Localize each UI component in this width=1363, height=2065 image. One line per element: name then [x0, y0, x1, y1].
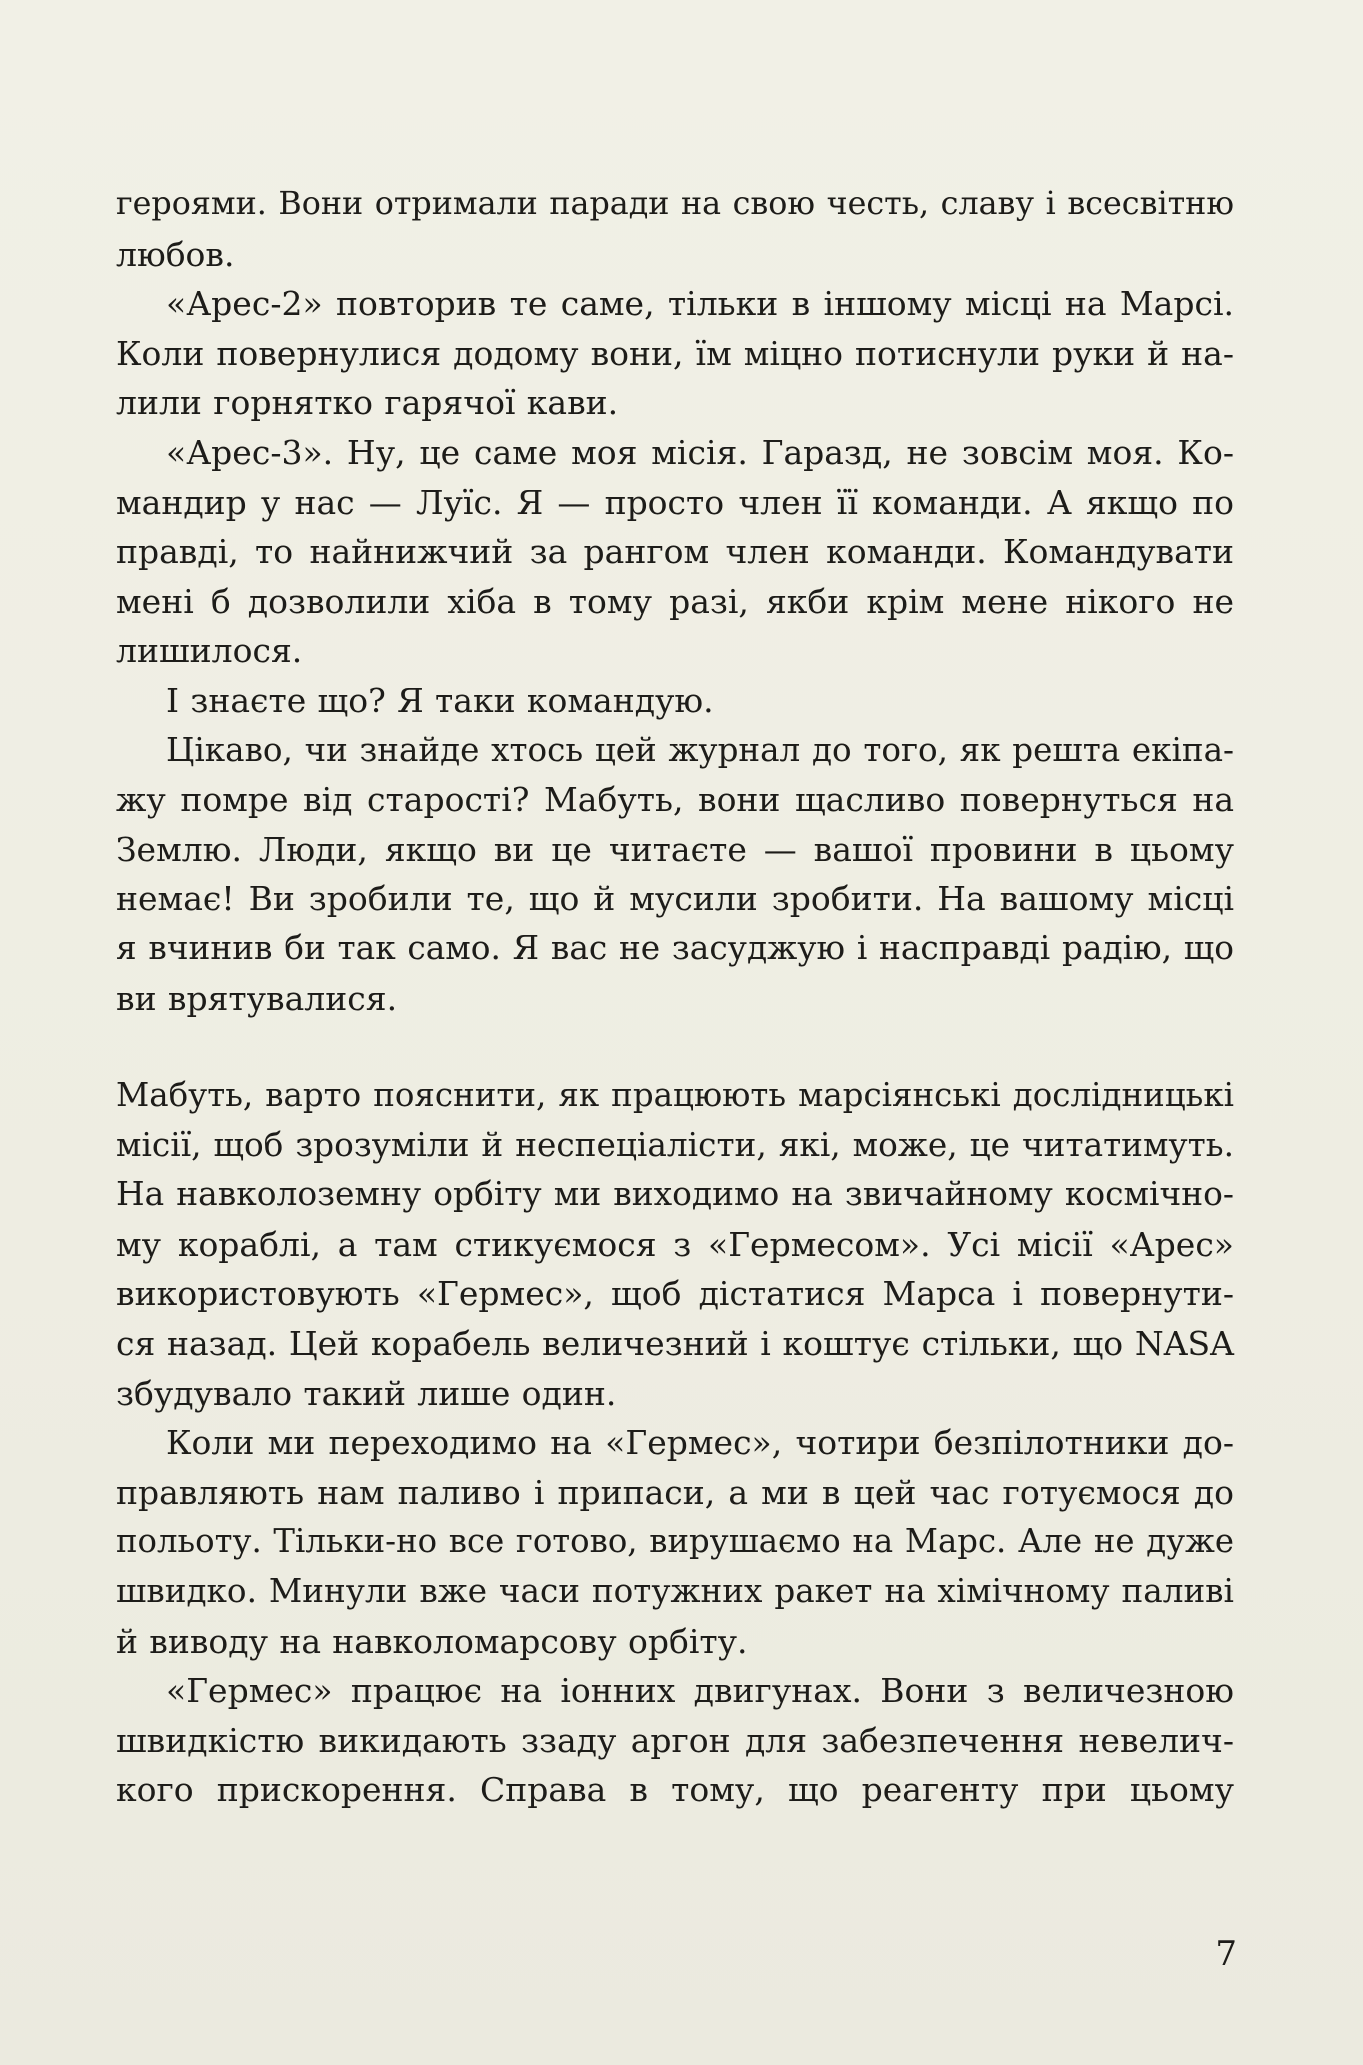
text-line: збудувало такий лише один.: [116, 1373, 617, 1413]
text-line: му кораблі, а там стикуємося з «Гермесом». Усі місії «Арес»: [116, 1224, 1234, 1264]
text-line: правді, то найнижчий за рангом член команди. Командувати: [116, 532, 1234, 572]
text-line: На навколоземну орбіту ми виходимо на звичайному космічно-: [116, 1175, 1234, 1214]
text-line: правляють нам паливо і припаси, а ми в цей час готуємося до: [116, 1472, 1234, 1512]
text-line: жу помре від старості? Мабуть, вони щасливо повернуться на: [116, 780, 1234, 820]
text-line: місії, щоб зрозуміли й неспеціалісти, які, може, це читатимуть.: [116, 1125, 1234, 1164]
text-line: Цікаво, чи знайде хтось цей журнал до того, як решта екіпа-: [166, 730, 1234, 769]
text-line: Мабуть, варто пояснити, як працюють марсіянські дослідницькі: [116, 1076, 1234, 1115]
text-line: героями. Вони отримали паради на свою честь, славу і всесвітню: [116, 186, 1234, 222]
text-line: кого прискорення. Справа в тому, що реагенту при цьому: [116, 1770, 1234, 1810]
text-line: швидко. Минули вже часи потужних ракет на хімічному паливі: [116, 1572, 1234, 1611]
text-line: швидкістю викидають ззаду аргон для забезпечення невелич-: [116, 1720, 1234, 1760]
text-line: І знаєте що? Я таки командую.: [166, 680, 714, 720]
text-line: ви врятувалися.: [116, 978, 398, 1018]
text-line: Коли ми переходимо на «Гермес», чотири безпілотники до-: [166, 1423, 1234, 1463]
text-line: мені б дозволили хіба в тому разі, якби крім мене нікого не: [116, 581, 1234, 621]
section-break: [116, 1023, 1234, 1071]
text-line: використовують «Гермес», щоб дістатися Марса і повернути-: [116, 1274, 1234, 1314]
text-line: й виводу на навколомарсову орбіту.: [116, 1621, 748, 1661]
text-line: «Гермес» працює на іонних двигунах. Вони з величезною: [166, 1671, 1234, 1711]
text-line: любов.: [116, 234, 235, 274]
page-number: 7: [1215, 1934, 1237, 1974]
body-text: [116, 180, 1234, 1815]
text-line: лили горнятко гарячої кави.: [116, 383, 619, 423]
text-line: «Арес-3». Ну, це саме моя місія. Гаразд, не зовсім моя. Ко-: [166, 432, 1234, 472]
text-line: немає! Ви зробили те, що й мусили зробити. На вашому місці: [116, 879, 1234, 919]
text-line: я вчинив би так само. Я вас не засуджую і насправді радію, що: [116, 928, 1234, 967]
text-line: мандир у нас — Луїс. Я — просто член її команди. А якщо по: [116, 482, 1234, 522]
text-line: ся назад. Цей корабель величезний і коштує стільки, що NASA: [116, 1324, 1234, 1364]
text-line: лишилося.: [116, 631, 303, 671]
text-line: Землю. Люди, якщо ви це читаєте — вашої провини в цьому: [116, 829, 1234, 869]
text-line: польоту. Тільки-но все готово, вирушаємо на Марс. Але не дуже: [116, 1522, 1234, 1561]
text-line: «Арес-2» повторив те саме, тільки в іншому місці на Марсі.: [166, 284, 1234, 324]
text-line: Коли повернулися додому вони, їм міцно потиснули руки й на-: [116, 333, 1234, 373]
